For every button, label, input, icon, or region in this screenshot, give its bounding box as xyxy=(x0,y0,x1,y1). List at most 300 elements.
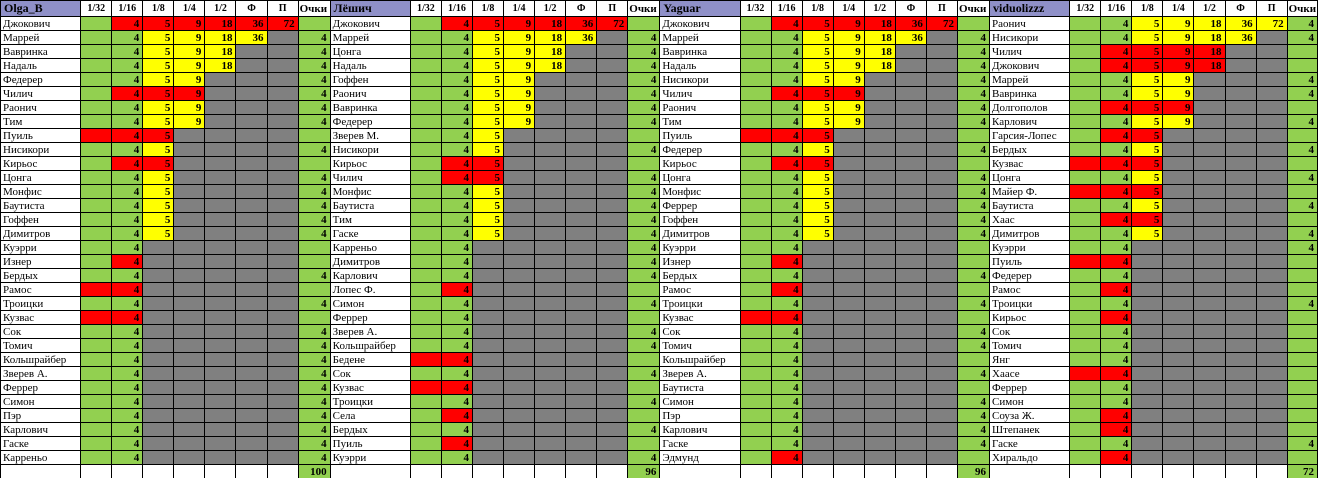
round-cell xyxy=(174,227,205,241)
points-cell: 4 xyxy=(1287,73,1317,87)
tennis-player-name: Рамос xyxy=(660,283,740,297)
round-cell xyxy=(740,325,771,339)
round-cell: 4 xyxy=(771,129,802,143)
round-cell xyxy=(1256,101,1287,115)
round-cell: 4 xyxy=(771,283,802,297)
points-cell: 4 xyxy=(628,269,660,283)
round-cell: 5 xyxy=(802,157,833,171)
round-cell: 4 xyxy=(112,213,143,227)
round-cell xyxy=(1163,353,1194,367)
points-cell: 4 xyxy=(298,45,330,59)
round-cell xyxy=(1163,241,1194,255)
round-cell xyxy=(1070,101,1101,115)
round-cell xyxy=(174,199,205,213)
round-header: 1/8 xyxy=(1132,1,1163,17)
tennis-player-name: Зверев М. xyxy=(330,129,410,143)
round-cell xyxy=(597,31,628,45)
round-cell: 36 xyxy=(1225,17,1256,31)
round-cell: 4 xyxy=(112,227,143,241)
round-cell xyxy=(802,255,833,269)
round-cell xyxy=(174,129,205,143)
points-cell: 4 xyxy=(298,185,330,199)
points-cell: 4 xyxy=(298,73,330,87)
round-cell xyxy=(864,227,895,241)
round-cell xyxy=(410,381,441,395)
round-cell: 4 xyxy=(441,101,472,115)
tennis-player-name: Монфис xyxy=(660,185,740,199)
round-cell xyxy=(740,437,771,451)
round-cell: 9 xyxy=(504,87,535,101)
round-cell xyxy=(535,157,566,171)
round-cell xyxy=(1256,171,1287,185)
tennis-player-name: Надаль xyxy=(1,59,81,73)
round-cell: 5 xyxy=(143,45,174,59)
tennis-player-name: Димитров xyxy=(1,227,81,241)
round-cell xyxy=(833,255,864,269)
round-cell xyxy=(1070,213,1101,227)
round-header: 1/2 xyxy=(205,1,236,17)
round-cell: 4 xyxy=(112,297,143,311)
round-cell: 4 xyxy=(112,409,143,423)
round-cell xyxy=(833,283,864,297)
round-cell xyxy=(1225,73,1256,87)
total-points: 96 xyxy=(957,465,989,478)
round-cell: 4 xyxy=(112,143,143,157)
round-cell xyxy=(1132,395,1163,409)
points-cell: 4 xyxy=(628,423,660,437)
round-cell xyxy=(205,283,236,297)
table-row xyxy=(1,45,1318,59)
round-cell xyxy=(535,269,566,283)
round-cell xyxy=(1163,171,1194,185)
round-cell xyxy=(472,241,503,255)
table-row xyxy=(1,227,1318,241)
tennis-player-name: Гоффен xyxy=(1,213,81,227)
table-row xyxy=(1,241,1318,255)
round-cell xyxy=(833,339,864,353)
round-cell xyxy=(81,115,112,129)
round-header: 1/2 xyxy=(535,1,566,17)
round-cell: 9 xyxy=(833,31,864,45)
round-cell xyxy=(740,17,771,31)
points-cell: 4 xyxy=(1287,241,1317,255)
round-cell xyxy=(1256,73,1287,87)
round-cell xyxy=(802,269,833,283)
round-cell xyxy=(566,255,597,269)
points-cell: 4 xyxy=(628,213,660,227)
round-cell: 9 xyxy=(174,115,205,129)
round-cell: 72 xyxy=(926,17,957,31)
round-cell xyxy=(267,45,298,59)
round-cell xyxy=(802,381,833,395)
round-cell: 4 xyxy=(1101,227,1132,241)
round-cell xyxy=(143,297,174,311)
round-cell: 5 xyxy=(472,129,503,143)
round-cell xyxy=(267,199,298,213)
round-cell xyxy=(895,157,926,171)
round-cell xyxy=(895,409,926,423)
round-cell: 5 xyxy=(1132,17,1163,31)
round-cell: 36 xyxy=(566,17,597,31)
round-cell: 4 xyxy=(112,269,143,283)
round-cell xyxy=(472,437,503,451)
round-cell xyxy=(864,283,895,297)
round-cell: 5 xyxy=(143,87,174,101)
round-cell xyxy=(205,241,236,255)
tennis-player-name: Чилич xyxy=(330,171,410,185)
tennis-player-name: Вавринка xyxy=(660,45,740,59)
round-cell: 36 xyxy=(236,17,267,31)
round-cell xyxy=(1256,213,1287,227)
round-cell xyxy=(833,367,864,381)
round-cell xyxy=(1163,157,1194,171)
tennis-player-name: Бердых xyxy=(990,143,1070,157)
round-cell: 9 xyxy=(1163,73,1194,87)
round-cell xyxy=(1070,297,1101,311)
round-cell xyxy=(895,255,926,269)
round-cell xyxy=(833,423,864,437)
round-cell xyxy=(1163,409,1194,423)
tennis-player-name: Маррей xyxy=(1,31,81,45)
tennis-player-name: Бердых xyxy=(660,269,740,283)
round-cell xyxy=(535,255,566,269)
round-cell xyxy=(174,381,205,395)
round-cell xyxy=(597,269,628,283)
round-cell xyxy=(472,269,503,283)
round-cell xyxy=(267,185,298,199)
points-cell: 4 xyxy=(957,59,989,73)
round-cell xyxy=(1194,451,1225,465)
points-cell xyxy=(298,129,330,143)
round-cell: 4 xyxy=(771,115,802,129)
round-cell xyxy=(802,241,833,255)
round-cell xyxy=(205,381,236,395)
empty-cell xyxy=(864,465,895,478)
round-cell: 18 xyxy=(205,45,236,59)
points-cell xyxy=(628,353,660,367)
round-cell xyxy=(81,73,112,87)
round-cell xyxy=(267,31,298,45)
round-cell: 4 xyxy=(441,87,472,101)
round-cell xyxy=(864,381,895,395)
round-cell: 5 xyxy=(802,199,833,213)
round-cell xyxy=(1225,185,1256,199)
round-cell xyxy=(1070,87,1101,101)
tennis-player-name: Долгополов xyxy=(990,101,1070,115)
round-cell xyxy=(926,101,957,115)
round-cell: 5 xyxy=(802,31,833,45)
round-cell xyxy=(833,297,864,311)
round-cell xyxy=(205,409,236,423)
round-cell: 4 xyxy=(1101,171,1132,185)
round-cell: 4 xyxy=(112,395,143,409)
round-header: 1/32 xyxy=(410,1,441,17)
round-cell xyxy=(566,241,597,255)
round-cell xyxy=(267,227,298,241)
round-cell xyxy=(81,143,112,157)
round-cell xyxy=(472,367,503,381)
points-cell xyxy=(1287,213,1317,227)
round-cell xyxy=(1256,115,1287,129)
round-cell xyxy=(410,171,441,185)
round-cell: 5 xyxy=(802,59,833,73)
round-cell: 5 xyxy=(1132,157,1163,171)
round-cell: 4 xyxy=(1101,17,1132,31)
round-cell: 18 xyxy=(1194,45,1225,59)
points-cell xyxy=(298,283,330,297)
round-cell xyxy=(566,269,597,283)
round-cell: 4 xyxy=(112,381,143,395)
round-cell xyxy=(504,409,535,423)
points-cell: 4 xyxy=(628,199,660,213)
round-cell: 4 xyxy=(112,353,143,367)
table-row xyxy=(1,395,1318,409)
round-cell xyxy=(174,395,205,409)
totals-row xyxy=(1,465,1318,478)
round-cell xyxy=(864,213,895,227)
round-cell xyxy=(1256,353,1287,367)
round-cell xyxy=(1070,367,1101,381)
round-cell: 36 xyxy=(895,31,926,45)
round-cell: 4 xyxy=(441,423,472,437)
round-cell: 5 xyxy=(1132,143,1163,157)
tennis-player-name: Пэр xyxy=(660,409,740,423)
round-cell xyxy=(895,73,926,87)
points-cell: 4 xyxy=(628,185,660,199)
round-cell: 4 xyxy=(112,101,143,115)
round-cell: 9 xyxy=(504,73,535,87)
round-cell xyxy=(597,367,628,381)
round-cell xyxy=(410,283,441,297)
round-cell: 5 xyxy=(472,115,503,129)
round-cell xyxy=(267,451,298,465)
round-cell xyxy=(1070,353,1101,367)
round-cell xyxy=(864,129,895,143)
round-cell xyxy=(864,157,895,171)
round-cell: 9 xyxy=(833,73,864,87)
round-header: 1/4 xyxy=(1163,1,1194,17)
round-cell: 4 xyxy=(1101,311,1132,325)
round-cell: 4 xyxy=(112,367,143,381)
round-cell xyxy=(535,101,566,115)
round-cell xyxy=(802,353,833,367)
tennis-player-name: Пэр xyxy=(1,409,81,423)
table-row xyxy=(1,311,1318,325)
round-cell xyxy=(833,199,864,213)
round-cell xyxy=(535,87,566,101)
round-cell: 4 xyxy=(441,213,472,227)
round-cell xyxy=(410,17,441,31)
round-cell xyxy=(205,157,236,171)
round-cell xyxy=(740,45,771,59)
tennis-player-name: Троицки xyxy=(1,297,81,311)
round-cell xyxy=(1194,73,1225,87)
tennis-player-name: Кузвас xyxy=(990,157,1070,171)
round-cell xyxy=(1194,283,1225,297)
round-cell: 4 xyxy=(1101,325,1132,339)
round-cell xyxy=(472,451,503,465)
round-cell xyxy=(205,87,236,101)
round-cell xyxy=(1225,227,1256,241)
round-cell xyxy=(1163,185,1194,199)
round-cell: 4 xyxy=(1101,73,1132,87)
round-cell: 9 xyxy=(1163,87,1194,101)
round-cell: 4 xyxy=(771,59,802,73)
round-header: 1/16 xyxy=(112,1,143,17)
tennis-player-name: Куэрри xyxy=(1,241,81,255)
round-header: Ф xyxy=(1225,1,1256,17)
round-cell: 9 xyxy=(1163,59,1194,73)
round-cell xyxy=(926,59,957,73)
round-cell xyxy=(740,101,771,115)
round-cell xyxy=(205,101,236,115)
round-cell xyxy=(1225,325,1256,339)
round-cell xyxy=(1256,297,1287,311)
round-cell xyxy=(81,381,112,395)
round-cell: 4 xyxy=(771,255,802,269)
round-cell xyxy=(802,311,833,325)
table-row xyxy=(1,297,1318,311)
round-cell: 4 xyxy=(1101,367,1132,381)
round-cell xyxy=(267,353,298,367)
round-cell xyxy=(1256,423,1287,437)
tennis-player-name: Сок xyxy=(660,325,740,339)
round-cell xyxy=(1132,423,1163,437)
tennis-player-name: Баутиста xyxy=(660,381,740,395)
round-cell xyxy=(1163,423,1194,437)
round-cell: 5 xyxy=(1132,171,1163,185)
tennis-player-name: Хаасе xyxy=(990,367,1070,381)
points-cell xyxy=(1287,157,1317,171)
points-cell: 4 xyxy=(628,367,660,381)
tennis-player-name: Гоффен xyxy=(330,73,410,87)
round-header: П xyxy=(926,1,957,17)
round-cell xyxy=(205,73,236,87)
round-cell xyxy=(81,409,112,423)
tennis-player-name: Димитров xyxy=(990,227,1070,241)
round-cell xyxy=(174,157,205,171)
round-cell: 4 xyxy=(112,437,143,451)
round-cell xyxy=(566,115,597,129)
round-cell xyxy=(267,171,298,185)
table-row xyxy=(1,283,1318,297)
round-cell xyxy=(174,367,205,381)
round-cell xyxy=(410,157,441,171)
round-cell xyxy=(267,367,298,381)
round-cell xyxy=(205,297,236,311)
round-cell xyxy=(1194,255,1225,269)
round-cell: 4 xyxy=(441,283,472,297)
round-cell: 4 xyxy=(1101,395,1132,409)
points-cell: 4 xyxy=(628,325,660,339)
round-cell: 9 xyxy=(504,59,535,73)
round-cell xyxy=(236,115,267,129)
round-cell xyxy=(535,185,566,199)
tennis-player-name: Пуиль xyxy=(1,129,81,143)
round-cell xyxy=(895,87,926,101)
points-cell xyxy=(298,311,330,325)
empty-cell xyxy=(1132,465,1163,478)
round-cell: 4 xyxy=(1101,199,1132,213)
round-cell: 5 xyxy=(802,213,833,227)
round-cell xyxy=(1163,297,1194,311)
round-cell: 18 xyxy=(535,59,566,73)
round-cell xyxy=(81,185,112,199)
round-cell xyxy=(1070,255,1101,269)
round-cell: 5 xyxy=(472,213,503,227)
points-cell: 4 xyxy=(298,325,330,339)
round-cell: 9 xyxy=(174,31,205,45)
round-cell xyxy=(895,353,926,367)
round-cell xyxy=(926,395,957,409)
tennis-player-name: Нисикори xyxy=(660,73,740,87)
round-cell xyxy=(1256,311,1287,325)
round-cell xyxy=(205,311,236,325)
round-cell xyxy=(566,367,597,381)
round-header: 1/16 xyxy=(1101,1,1132,17)
points-cell: 4 xyxy=(1287,31,1317,45)
round-cell xyxy=(81,283,112,297)
total-points: 72 xyxy=(1287,465,1317,478)
round-cell xyxy=(205,339,236,353)
round-cell xyxy=(410,353,441,367)
table-row xyxy=(1,199,1318,213)
round-cell: 4 xyxy=(1101,59,1132,73)
round-cell xyxy=(864,297,895,311)
round-cell xyxy=(1225,213,1256,227)
round-cell xyxy=(535,241,566,255)
round-cell xyxy=(1070,115,1101,129)
round-cell xyxy=(236,129,267,143)
round-cell xyxy=(143,409,174,423)
tennis-player-name: Федерер xyxy=(330,115,410,129)
empty-cell xyxy=(441,465,472,478)
round-cell xyxy=(205,437,236,451)
round-cell xyxy=(597,213,628,227)
round-cell xyxy=(895,199,926,213)
round-cell xyxy=(1194,185,1225,199)
tennis-player-name: Раонич xyxy=(330,87,410,101)
tennis-player-name: Монфис xyxy=(330,185,410,199)
round-header: 1/2 xyxy=(1194,1,1225,17)
tennis-player-name: Гаске xyxy=(990,437,1070,451)
round-cell xyxy=(1225,423,1256,437)
tennis-player-name: Цонга xyxy=(990,171,1070,185)
tennis-player-name: Сок xyxy=(330,367,410,381)
tennis-player-name: Майер Ф. xyxy=(990,185,1070,199)
round-cell xyxy=(895,297,926,311)
empty-cell xyxy=(236,465,267,478)
round-cell xyxy=(833,353,864,367)
round-cell: 4 xyxy=(1101,339,1132,353)
round-cell xyxy=(267,339,298,353)
points-cell: 4 xyxy=(1287,297,1317,311)
empty-cell xyxy=(926,465,957,478)
round-cell xyxy=(504,213,535,227)
round-cell xyxy=(81,353,112,367)
round-cell xyxy=(81,367,112,381)
tennis-player-name: Зверев А. xyxy=(660,367,740,381)
round-cell xyxy=(597,311,628,325)
round-cell xyxy=(1163,199,1194,213)
round-cell xyxy=(926,437,957,451)
round-cell xyxy=(864,255,895,269)
round-cell xyxy=(81,199,112,213)
round-cell xyxy=(566,199,597,213)
round-cell xyxy=(740,423,771,437)
tennis-player-name: Кузвас xyxy=(660,311,740,325)
round-cell xyxy=(740,283,771,297)
